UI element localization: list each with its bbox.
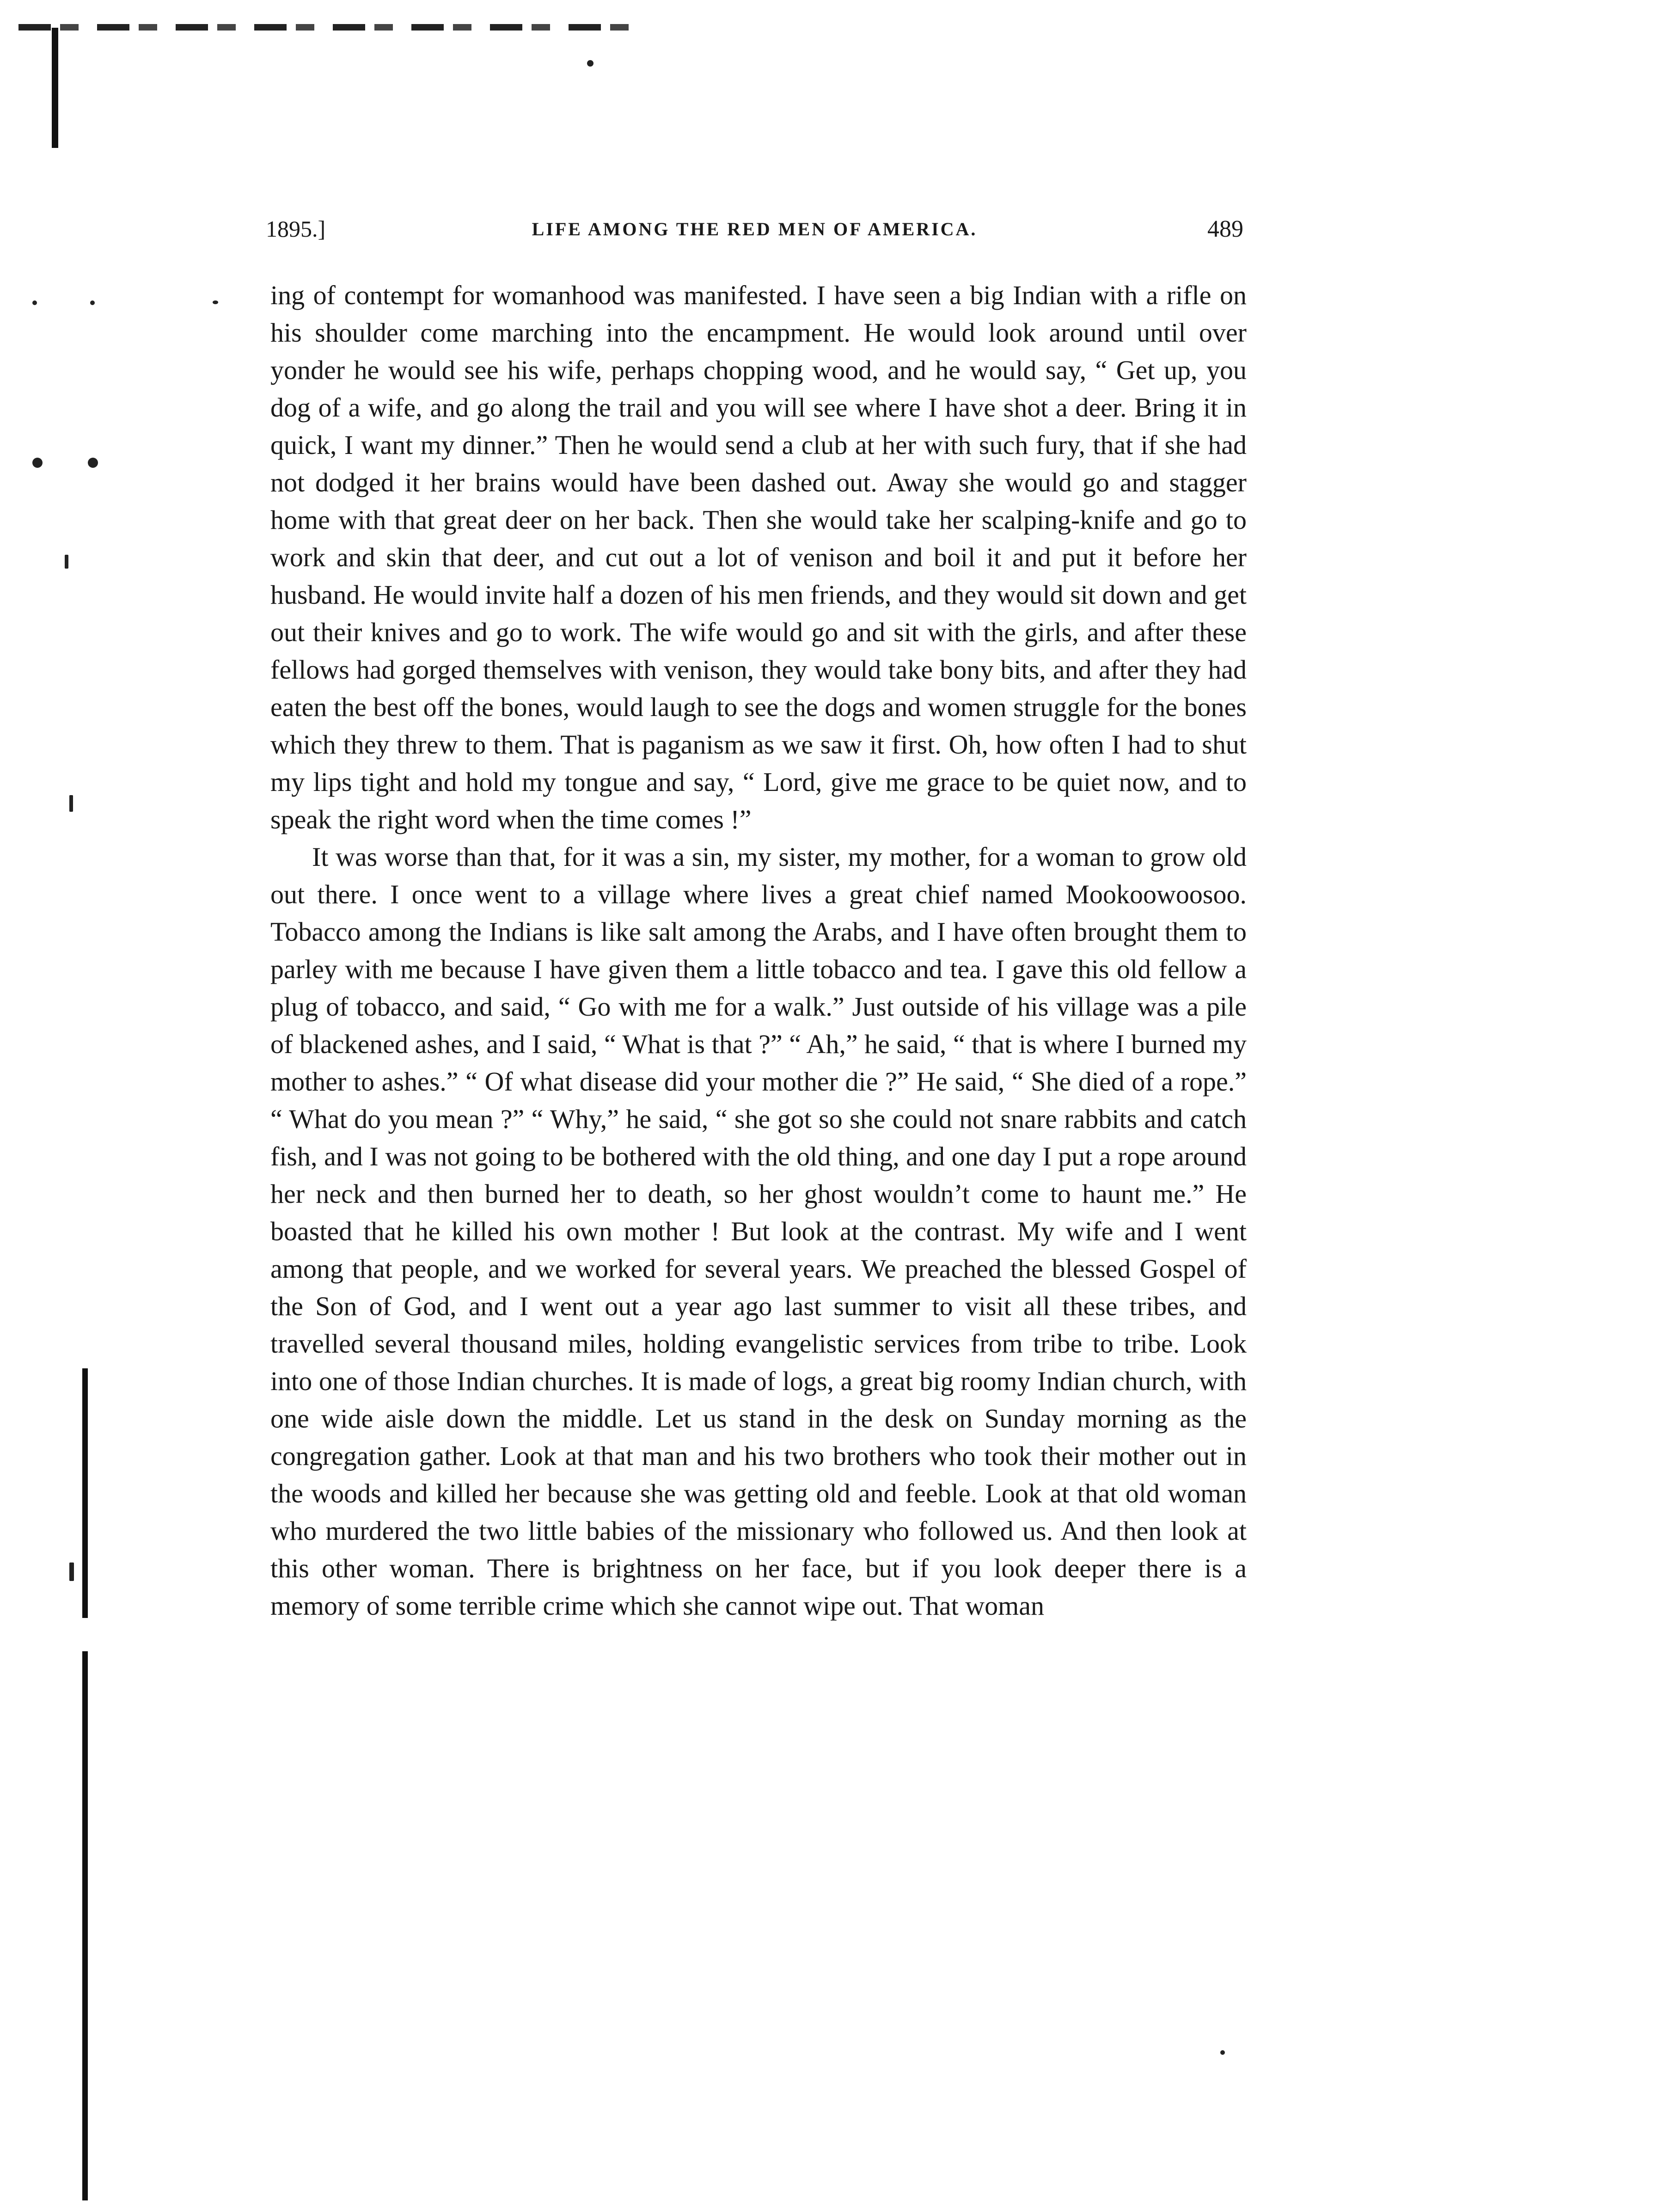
header-year: 1895.]	[266, 216, 326, 242]
body-text	[270, 276, 1247, 1624]
paragraph: It was worse than that, for it was a sin, my sister, my mother, for a woman to grow old out there. I once went to a village where lives a great chief named Mookoowoosoo. Tobacco among the Indians is like salt among the Arabs, and I have often brought them to parley with me because I have given them a little tobacco and tea. I gave this old fellow a plug of tobacco, and said, “ Go with me for a walk.” Just outside of his village was a pile of blackened ashes, and I said, “ What is that ?” “ Ah,” he said, “ that is where I burned my mother to ashes.” “ Of what disease did your mother die ?” He said, “ She died of a rope.” “ What do you mean ?” “ Why,” he said, “ she got so she could not snare rabbits and catch fish, and I was not going to be bothered with the old thing, and one day I put a rope around her neck and then burned her to death, so her ghost wouldn’t come to haunt me.” He boasted that he killed his own mother ! But look at the contrast. My wife and I went among that people, and we worked for several years. We preached the blessed Gospel of the Son of God, and I went out a year ago last summer to visit all these tribes, and travelled several thousand miles, holding evangelistic services from tribe to tribe. Look into one of those Indian churches. It is made of logs, a great big roomy Indian church, with one wide aisle down the middle. Let us stand in the desk on Sunday morning as the congregation gather. Look at that man and his two brothers who took their mother out in the woods and killed her because she was getting old and feeble. Look at that old woman who murdered the two little babies of the missionary who followed us. And then look at this other woman. There is brightness on her face, but if you look deeper there is a memory of some terrible crime which she cannot wipe out. That woman	[270, 842, 1247, 1621]
scan-artifact-left-bar	[52, 28, 58, 148]
page-number: 489	[1207, 216, 1243, 242]
scan-speck	[90, 300, 95, 305]
scan-speck	[69, 795, 73, 812]
scan-speck	[587, 60, 593, 67]
scan-speck	[88, 458, 98, 468]
scan-speck	[65, 555, 68, 569]
running-header	[266, 215, 1243, 248]
scan-speck	[1220, 2050, 1225, 2055]
scan-speck	[32, 458, 43, 468]
scan-speck	[69, 1562, 74, 1581]
scan-artifact-top-rule	[18, 24, 629, 31]
paragraph: ing of contempt for womanhood was manifested. I have seen a big Indian with a rifle on his shoulder come marching into the encampment. He would look around until over yonder he would see his wife, perhaps chopping wood, and he would say, “ Get up, you dog of a wife, and go along the trail and you will see where I have shot a deer. Bring it in quick, I want my dinner.” Then he would send a club at her with such fury, that if she had not dodged it her brains would have been dashed out. Away she would go and stagger home with that great deer on her back. Then she would take her scalping-knife and go to work and skin that deer, and cut out a lot of venison and boil it and put it before her husband. He would invite half a dozen of his men friends, and they would sit down and get out their knives and go to work. The wife would go and sit with the girls, and after these fellows had gorged themselves with venison, they would take bony bits, and after they had eaten the best off the bones, would laugh to see the dogs and women struggle for the bones which they threw to them. That is paganism as we saw it first. Oh, how often I had to shut my lips tight and hold my tongue and say, “ Lord, give me grace to be quiet now, and to speak the right word when the time comes !”	[270, 280, 1247, 834]
scan-speck	[32, 300, 37, 305]
scan-artifact-left-bar-lower	[82, 1368, 88, 2200]
scan-speck	[213, 300, 218, 304]
header-title: LIFE AMONG THE RED MEN OF AMERICA.	[532, 219, 978, 239]
